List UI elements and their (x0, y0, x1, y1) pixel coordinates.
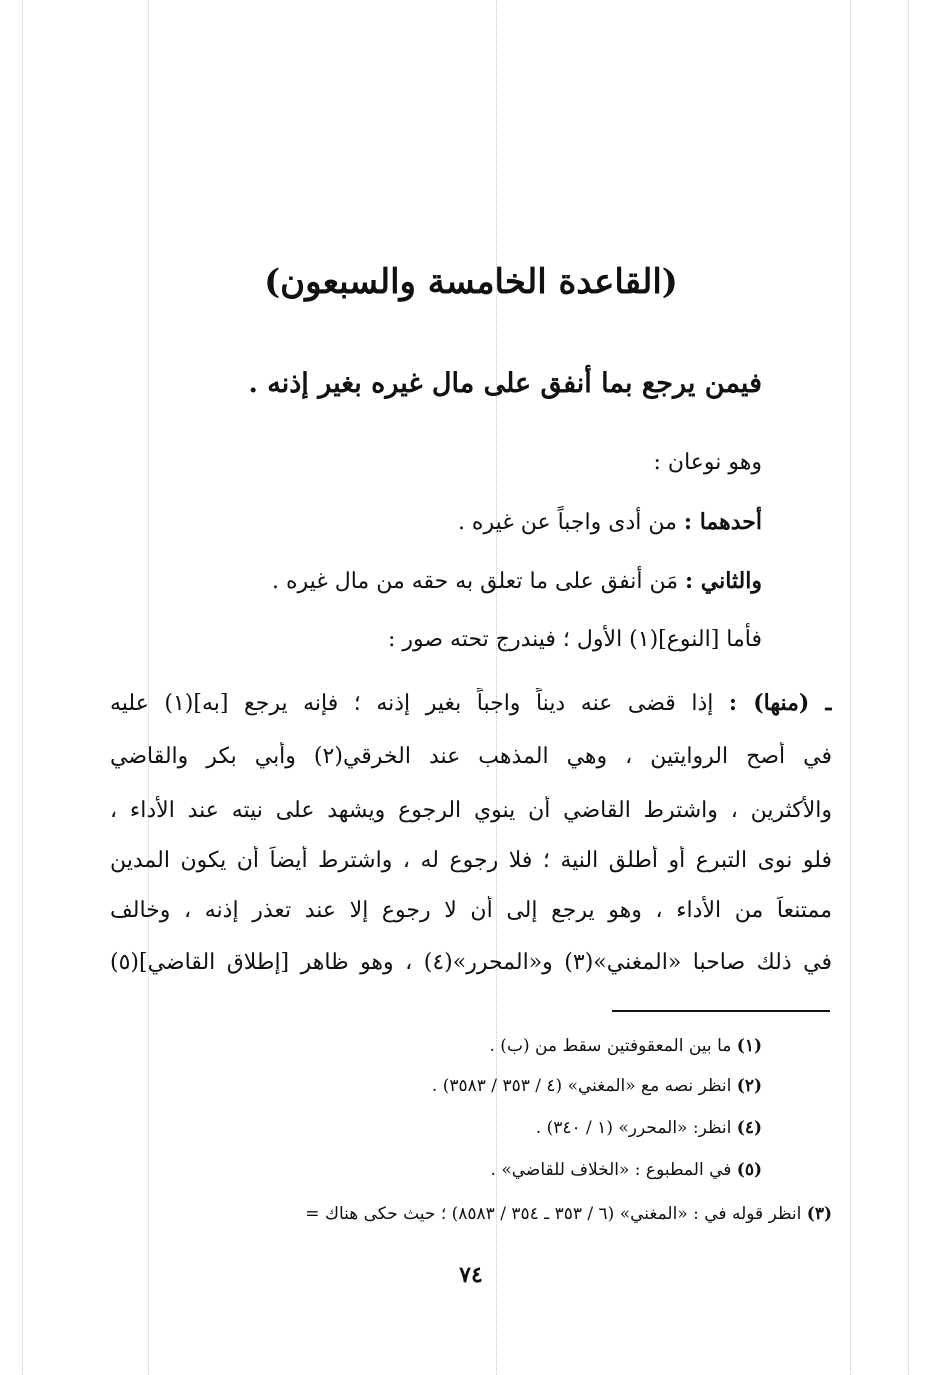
footnote-label: (٥) (736, 1160, 762, 1180)
section-heading: فيمن يرجع بما أنفق على مال غيره بغير إذنه . (248, 368, 762, 399)
body-line-text: إذا قضى عنه ديناً واجباً بغير إذنه ؛ فإنه يرجع [به](١) عليه (110, 691, 729, 716)
footnote (432, 1076, 762, 1096)
footnote-text: انظر نصه مع «المغني» (٤ / ٣٥٣ / ٣٥٨٣) . (431, 1076, 737, 1096)
type-text: من أدى واجباً عن غيره . (457, 510, 684, 535)
page-number: ٧٤ (459, 1262, 483, 1288)
scan-edge-rule (908, 0, 909, 1375)
footnote-separator (612, 1010, 830, 1012)
body-line-label: ـ (منها) : (728, 690, 832, 716)
intro-line: وهو نوعان : (653, 450, 762, 475)
footnote-label: (٤) (736, 1118, 762, 1138)
scan-edge-rule (850, 0, 851, 1375)
body-line (110, 688, 832, 719)
body-line: ممتنعاً من الأداء ، وهو يرجع إلى أن لا رجوع إلا عند تعذر إذنه ، وخالف (110, 898, 832, 923)
footnote-label: (١) (736, 1036, 762, 1056)
footnote (491, 1160, 762, 1180)
type-text: مَن أنفق على ما تعلق به حقه من مال غيره . (271, 569, 685, 594)
footnote-text: ما بين المعقوفتين سقط من (ب) . (489, 1036, 737, 1056)
footnote-text: انظر قوله في : «المغني» (٦ / ٣٥٣ ـ ٣٥٤ / ٨٥٨٣) ؛ حيث حكى هناك = (305, 1204, 807, 1224)
footnote (305, 1204, 832, 1224)
first-type-line: فأما [النوع](١) الأول ؛ فيندرج تحته صور : (387, 627, 762, 652)
type-label: أحدهما : (683, 509, 762, 535)
body-line: في أصح الروايتين ، وهي المذهب عند الخرقي(٢) وأبي بكر والقاضي (110, 744, 832, 769)
footnote (536, 1118, 762, 1138)
footnote (490, 1036, 763, 1056)
chapter-title: (القاعدة الخامسة والسبعون) (264, 262, 678, 302)
footnote-label: (٣) (806, 1204, 832, 1224)
body-line: في ذلك صاحبا «المغني»(٣) و«المحرر»(٤) ، وهو ظاهر [إطلاق القاضي](٥) (110, 950, 832, 975)
footnote-text: انظر: «المحرر» (١ / ٣٤٠) . (535, 1118, 737, 1138)
body-line: والأكثرين ، واشترط القاضي أن ينوي الرجوع ويشهد على نيته عند الأداء ، (110, 798, 832, 823)
scan-edge-rule (22, 0, 23, 1375)
type-line-2 (272, 568, 762, 594)
type-label: والثاني : (684, 568, 762, 594)
footnote-text: في المطبوع : «الخلاف للقاضي» . (490, 1160, 737, 1180)
type-line-1 (458, 509, 762, 535)
footnote-label: (٢) (736, 1076, 762, 1096)
body-line: فلو نوى التبرع أو أطلق النية ؛ فلا رجوع له ، واشترط أيضاً أن يكون المدين (110, 848, 832, 873)
